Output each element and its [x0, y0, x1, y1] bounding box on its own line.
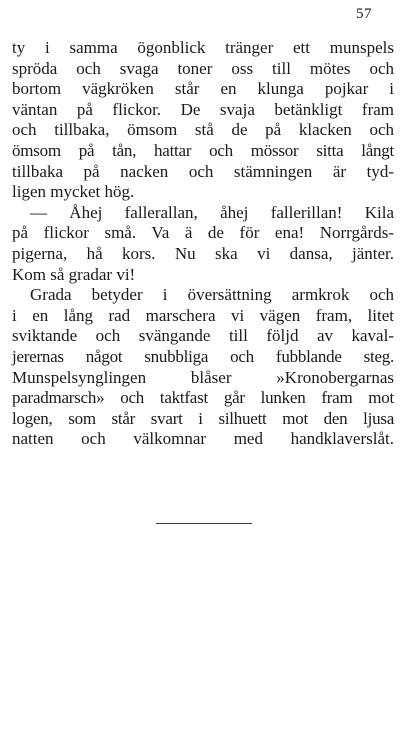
- text-line: jerernas något snubbliga och fubblande steg.: [12, 346, 394, 366]
- text-line: i en lång rad marschera vi vägen fram, litet: [12, 305, 394, 325]
- paragraph-3: [12, 285, 394, 450]
- paragraph-2: [12, 203, 394, 285]
- section-divider: [156, 523, 252, 524]
- text-line: ligen mycket hög.: [12, 182, 135, 202]
- text-line: paradmarsch» och taktfast går lunken fram mot: [12, 388, 394, 408]
- text-line: ömsom på tån, hattar och mössor sitta långt: [12, 140, 394, 160]
- text-line: — Åhej fallerallan, åhej fallerillan! Kila: [30, 202, 394, 222]
- text-line: tillbaka på nacken och stämningen är tyd-: [12, 161, 394, 181]
- text-line: Grada betyder i översättning armkrok och: [30, 285, 394, 305]
- page-number: 57: [356, 6, 372, 22]
- text-line: väntan på flickor. De svaja betänkligt fram: [12, 99, 394, 119]
- text-line: pigerna, hå kors. Nu ska vi dansa, jänter.: [12, 243, 394, 263]
- paragraph-1: [12, 38, 394, 203]
- text-line: Kom så gradar vi!: [12, 264, 136, 284]
- text-line: sviktande och svängande till följd av kaval-: [12, 326, 394, 346]
- body-text: [12, 38, 394, 450]
- text-line: natten och välkomnar med handklaverslåt.: [12, 429, 394, 449]
- text-line: spröda och svaga toner oss till mötes och: [12, 58, 394, 78]
- text-line: bortom vägkröken står en klunga pojkar i: [12, 79, 394, 99]
- text-line: och tillbaka, ömsom stå de på klacken och: [12, 120, 394, 140]
- text-line: Munspelsynglingen blåser »Kronobergarnas: [12, 367, 394, 387]
- text-line: ty i samma ögonblick tränger ett munspels: [12, 38, 394, 57]
- text-line: på flickor små. Va ä de för ena! Norrgårds-: [12, 223, 394, 243]
- text-line: logen, som står svart i silhuett mot den ljusa: [12, 408, 394, 428]
